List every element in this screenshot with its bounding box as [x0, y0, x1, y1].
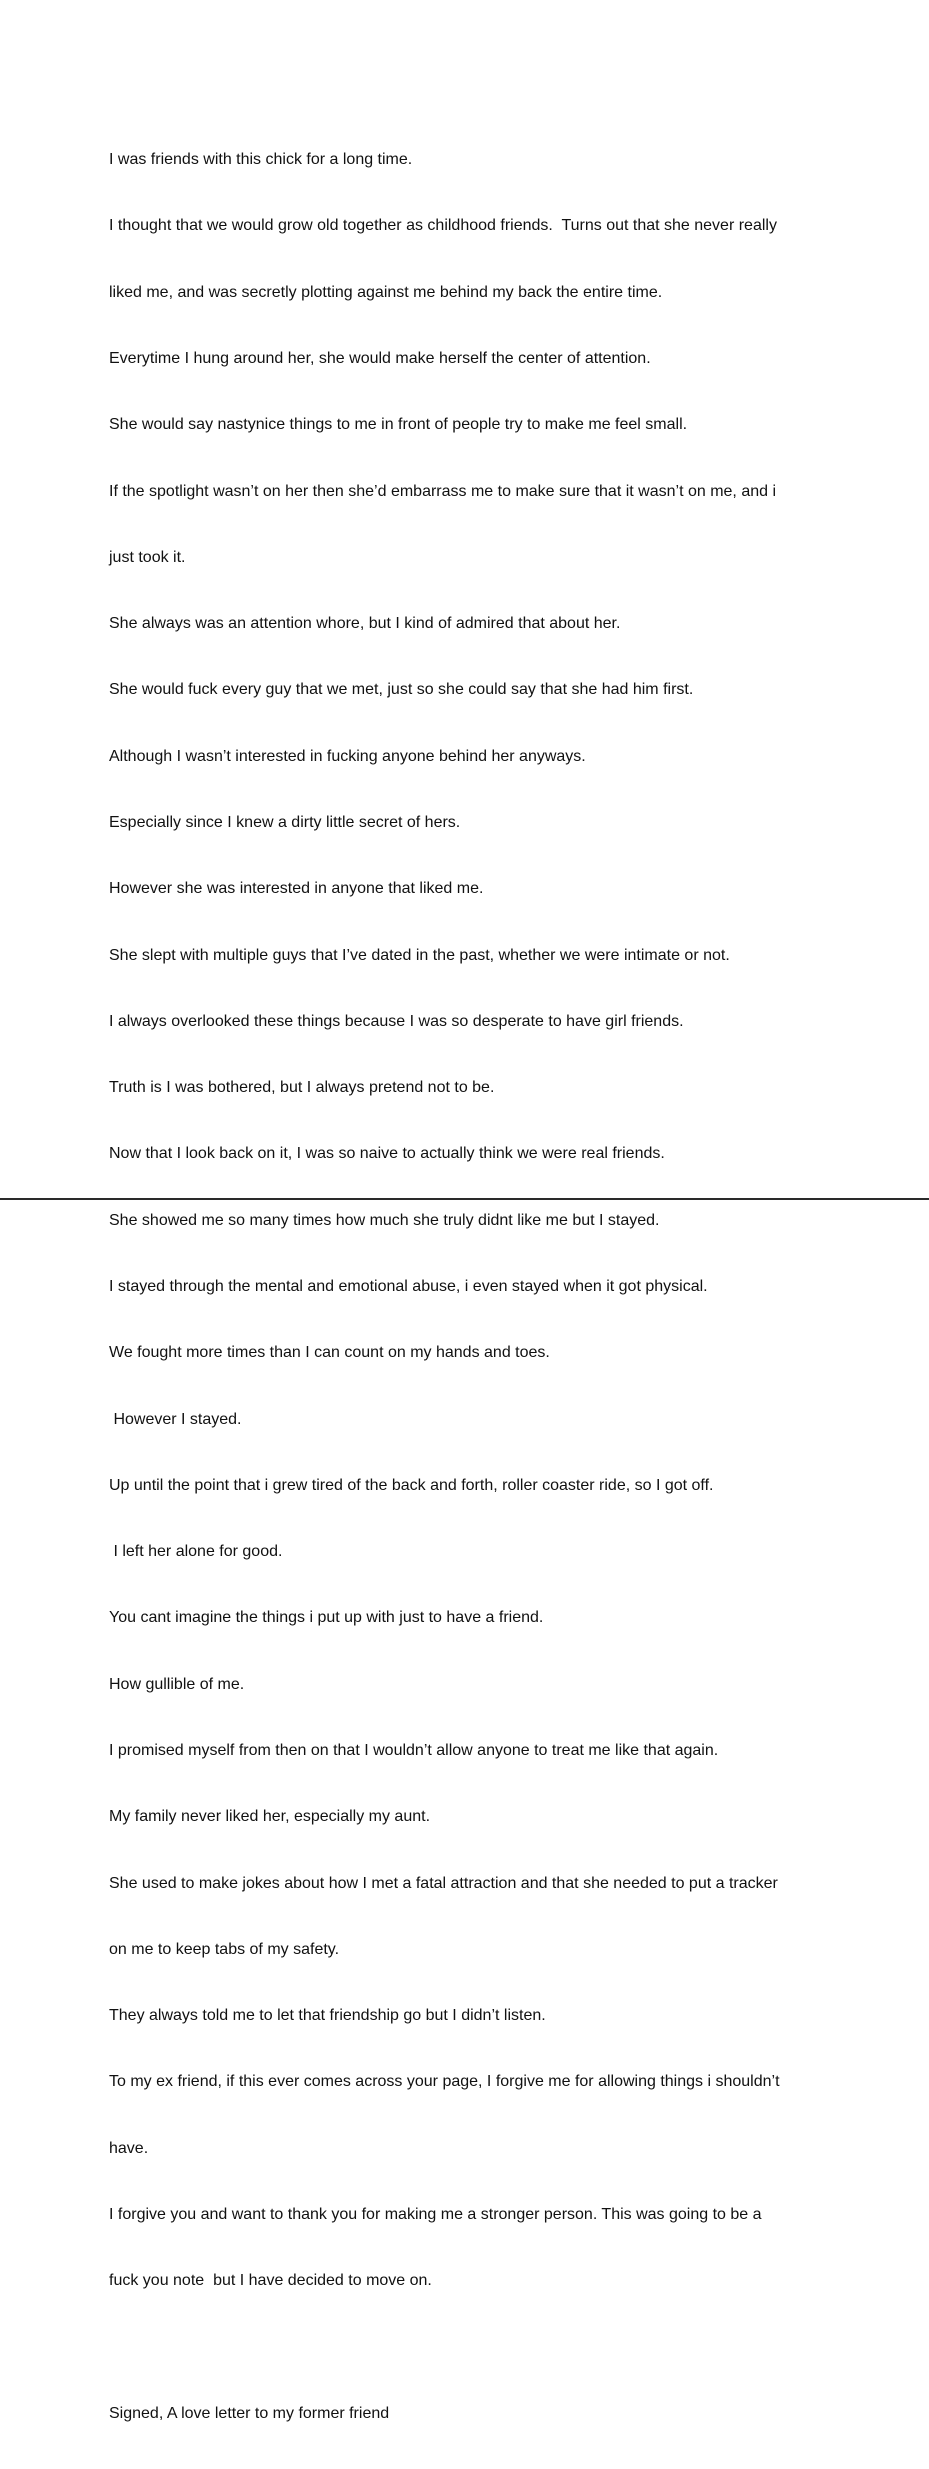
- letter-line: Now that I look back on it, I was so naive to actually think we were real friends.: [109, 1145, 665, 1163]
- letter-line: just took it.: [109, 548, 186, 566]
- letter-line: To my ex friend, if this ever comes across your page, I forgive me for allowing things i shouldn’t: [109, 2073, 780, 2091]
- letter-line: However she was interested in anyone that liked me.: [109, 880, 484, 898]
- letter-line: She used to make jokes about how I met a fatal attraction and that she needed to put a tracker: [109, 1874, 778, 1892]
- letter-line: Although I wasn’t interested in fucking anyone behind her anyways.: [109, 747, 586, 765]
- letter-line: have.: [109, 2139, 149, 2157]
- letter-line: liked me, and was secretly plotting against me behind my back the entire time.: [109, 283, 663, 301]
- blank-line: [109, 2336, 829, 2358]
- letter-line: fuck you note but I have decided to move on.: [109, 2272, 432, 2290]
- letter-line: She showed me so many times how much she truly didnt like me but I stayed.: [109, 1211, 660, 1229]
- letter-line: If the spotlight wasn’t on her then she’d embarrass me to make sure that it wasn’t on me, and i: [109, 482, 777, 500]
- letter-line: My family never liked her, especially my aunt.: [109, 1808, 431, 1826]
- letter-line: She would say nastynice things to me in front of people try to make me feel small.: [109, 416, 688, 434]
- letter-line: She always was an attention whore, but I kind of admired that about her.: [109, 615, 621, 633]
- letter-line: We fought more times than I can count on my hands and toes.: [109, 1344, 550, 1362]
- letter-line: I always overlooked these things because I was so desperate to have girl friends.: [109, 1012, 684, 1030]
- letter-line: I thought that we would grow old together as childhood friends. Turns out that she never really: [109, 217, 777, 235]
- letter-body: [109, 105, 829, 2469]
- letter-line: She slept with multiple guys that I’ve dated in the past, whether we were intimate or not.: [109, 946, 730, 964]
- letter-line: I left her alone for good.: [109, 1543, 283, 1561]
- letter-line: She would fuck every guy that we met, just so she could say that she had him first.: [109, 681, 694, 699]
- letter-line: I promised myself from then on that I wouldn’t allow anyone to treat me like that again.: [109, 1741, 719, 1759]
- letter-line: I was friends with this chick for a long time.: [109, 151, 413, 169]
- letter-line: I stayed through the mental and emotional abuse, i even stayed when it got physical.: [109, 1277, 708, 1295]
- letter-line: I forgive you and want to thank you for making me a stronger person. This was going to be a: [109, 2205, 762, 2223]
- letter-line: Especially since I knew a dirty little secret of hers.: [109, 814, 461, 831]
- letter-line: Truth is I was bothered, but I always pretend not to be.: [109, 1079, 495, 1097]
- letter-line: Everytime I hung around her, she would make herself the center of attention.: [109, 350, 651, 368]
- letter-line: You cant imagine the things i put up with just to have a friend.: [109, 1609, 544, 1627]
- page-bottom-edge: [0, 1198, 929, 1200]
- letter-line: They always told me to let that friendship go but I didn’t listen.: [109, 2007, 546, 2025]
- letter-line: Up until the point that i grew tired of the back and forth, roller coaster ride, so I got off.: [109, 1476, 714, 1494]
- letter-line: on me to keep tabs of my safety.: [109, 1940, 340, 1958]
- letter-line: How gullible of me.: [109, 1675, 245, 1693]
- letter-signature: Signed, A love letter to my former friend: [109, 2404, 390, 2422]
- letter-line: However I stayed.: [109, 1410, 242, 1428]
